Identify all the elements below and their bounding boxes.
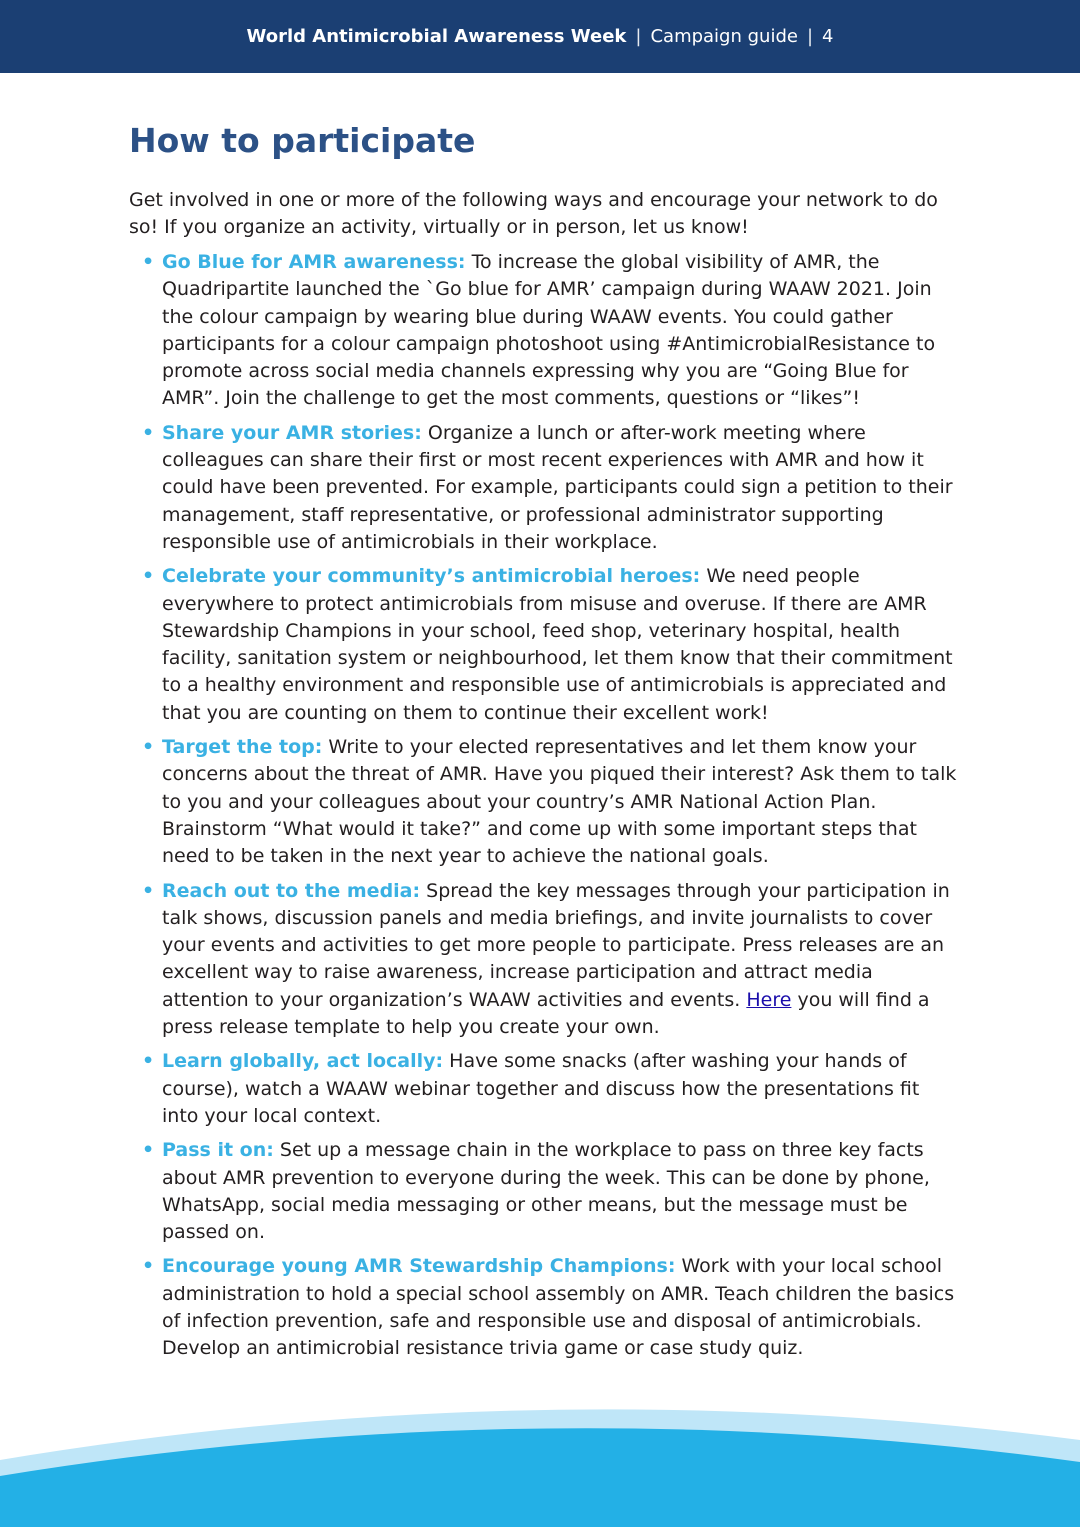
item-lead: Learn globally, act locally: [162, 1050, 444, 1073]
item-lead: Celebrate your community’s antimicrobial heroes: [162, 565, 701, 588]
page-number: 4 [822, 26, 834, 47]
item-text: Have some snacks (after washing your hands of course), watch a WAAW webinar together and discuss how the presentations fit into your local context. [162, 1050, 920, 1127]
bullet-icon: • [142, 421, 155, 444]
header-separator: | [635, 26, 642, 47]
item-text: To increase the global visibility of AMR, the Quadripartite launched the `Go blue for AMR’ campaign during WAAW 2021. Join the colour campaign by wearing blue during WAAW events. You could gather participants for a colour campaign photoshoot using #AntimicrobialResistance to promote across social media channels expressing why you are “Going Blue for AMR”. Join the challenge to get the most comments, questions or “likes”! [162, 251, 936, 410]
item-lead: Target the top: [162, 736, 323, 759]
intro-paragraph: Get involved in one or more of the following ways and encourage your network to do so! If you organize an activity, virtually or in person, let us know! [129, 189, 938, 239]
list-item [129, 1137, 959, 1246]
list-item [129, 1253, 959, 1362]
page-header [0, 0, 1080, 73]
bullet-icon: • [142, 1050, 155, 1073]
press-release-link[interactable]: Here [746, 988, 792, 1011]
header-subtitle: Campaign guide [650, 26, 798, 47]
list-item [129, 563, 959, 727]
item-text: We need people everywhere to protect antimicrobials from misuse and overuse. If there are AMR Stewardship Champions in your school, feed shop, veterinary hospital, health facility, sanitation system or neighbourhood, let them know that their commitment to a healthy environment and responsible use of antimicrobials is appreciated and that you are counting on them to continue their excellent work! [162, 565, 953, 724]
bullet-icon: • [142, 1139, 155, 1162]
item-lead: Pass it on: [162, 1139, 274, 1162]
item-text: Write to your elected representatives and let them know your concerns about the threat of AMR. Have you piqued their interest? Ask them to talk to you and your colleagues about your country’s AMR National Action Plan. Brainstorm “What would it take?” and come up with some important steps that need to be taken in the next year to achieve the national goals. [162, 736, 957, 868]
header-separator: | [806, 26, 814, 47]
header-title: World Antimicrobial Awareness Week [246, 26, 627, 47]
participation-list [129, 249, 959, 1370]
bullet-icon: • [142, 251, 155, 273]
item-text-after: you will find a press release template to help you create your own. [162, 988, 930, 1039]
list-item [129, 734, 959, 870]
page-title: How to participate [129, 121, 476, 160]
bullet-icon: • [142, 736, 155, 759]
list-item [129, 249, 959, 413]
item-lead: Share your AMR stories: [162, 421, 422, 444]
list-item [129, 878, 959, 1042]
item-text: Organize a lunch or after-work meeting where colleagues can share their first or most recent experiences with AMR and how it could have been prevented. For example, participants could sign a petition to their management, staff representative, or professional administrator supporting responsible use of antimicrobials in their workplace. [162, 421, 953, 553]
list-item [129, 1048, 959, 1130]
item-text: Spread the key messages through your participation in talk shows, discussion panels and media briefings, and invite journalists to cover your events and activities to get more people to participate. Press releases are an excellent way to raise awareness, increase participation and attract media attention to your organization’s WAAW activities and events. [162, 879, 950, 1011]
item-lead: Encourage young AMR Stewardship Champions: [162, 1255, 676, 1278]
item-lead: Reach out to the media: [162, 879, 421, 902]
list-item [129, 420, 959, 556]
item-lead: Go Blue for AMR awareness: [162, 251, 466, 273]
footer-wave-graphic [0, 1380, 1080, 1527]
item-text: Set up a message chain in the workplace to pass on three key facts about AMR prevention to everyone during the week. This can be done by phone, WhatsApp, social media messaging or other means, but the message must be passed on. [162, 1139, 930, 1244]
bullet-icon: • [142, 1255, 155, 1278]
bullet-icon: • [142, 879, 155, 902]
item-text: Work with your local school administration to hold a special school assembly on AMR. Teach children the basics of infection prevention, safe and responsible use and disposal of antimicrobials. Develop an antimicrobial resistance trivia game or case study quiz. [162, 1255, 955, 1360]
bullet-icon: • [142, 565, 155, 588]
